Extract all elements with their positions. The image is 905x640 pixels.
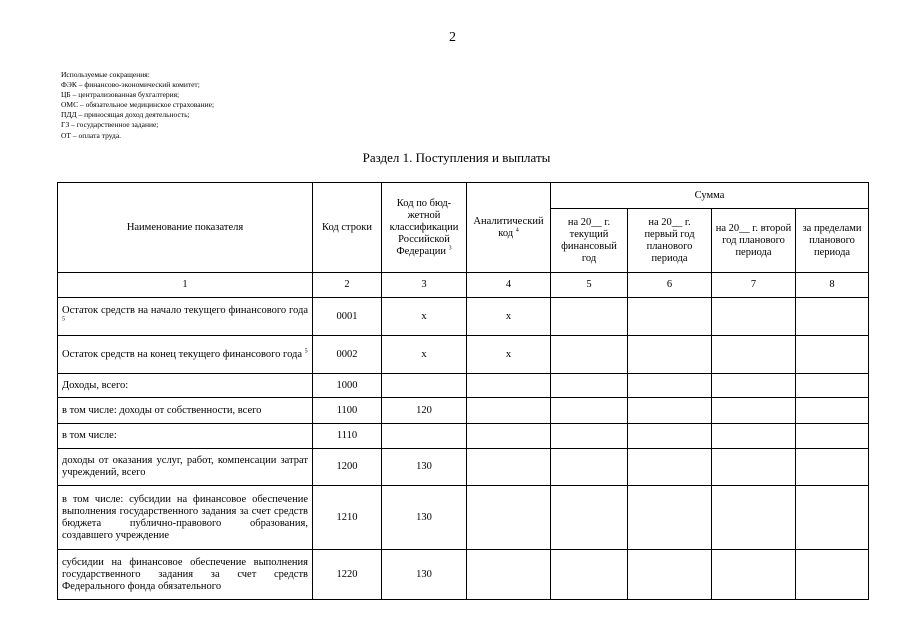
row-sum-cell [551,336,628,374]
table-row [58,336,869,374]
row-sum-cell [796,449,869,486]
abbreviations-block [61,70,214,141]
abbreviations-heading: Используемые сокращения: [61,70,150,79]
row-sum-cell [628,374,712,398]
column-number: 3 [382,273,467,298]
header-analytic-code [467,183,551,273]
row-sum-cell [712,298,796,336]
row-sum-cell [551,298,628,336]
row-sum-cell [628,486,712,550]
row-budget-code: х [382,336,467,374]
column-number: 4 [467,273,551,298]
row-sum-cell [551,398,628,424]
row-sum-cell [796,424,869,449]
table-row [58,374,869,398]
row-indicator-name: субсидии на финансовое обеспечение выполнения государственного задания за счет средств Федерального фонда обязательного [58,550,313,600]
row-analytic-code: х [467,336,551,374]
header-row-code: Код строки [313,183,382,273]
row-sum-cell [796,398,869,424]
row-budget-code: 130 [382,486,467,550]
row-analytic-code [467,398,551,424]
row-sum-cell [796,374,869,398]
row-analytic-code [467,550,551,600]
column-number: 6 [628,273,712,298]
row-sum-cell [712,424,796,449]
section-title: Раздел 1. Поступления и выплаты [362,150,551,165]
header-sum-beyond-plan: за пределами планового периода [796,209,869,273]
row-indicator-name: в том числе: субсидии на финансовое обеспечение выполнения государственного задания за счет средств бюджета публично-правового образования, создавшего учреждение [58,486,313,550]
row-code: 0001 [313,298,382,336]
receipts-payments-table [57,182,869,600]
row-sum-cell [551,374,628,398]
footnote-mark: 3 [448,245,452,251]
row-indicator-name: доходы от оказания услуг, работ, компенсации затрат учреждений, всего [58,449,313,486]
header-sum-plan-year-1: на 20__ г. первый год планового периода [628,209,712,273]
abbreviation-item: ГЗ – государственное задание; [61,120,159,130]
row-analytic-code [467,486,551,550]
footnote-mark: 4 [515,227,519,233]
row-sum-cell [712,550,796,600]
row-sum-cell [712,398,796,424]
row-sum-cell [796,550,869,600]
row-sum-cell [628,398,712,424]
row-indicator-name: в том числе: [58,424,313,449]
row-sum-cell [551,449,628,486]
row-sum-cell [796,486,869,550]
row-indicator-name [58,298,313,336]
column-number: 5 [551,273,628,298]
row-sum-cell [628,550,712,600]
row-sum-cell [551,424,628,449]
row-sum-cell [712,449,796,486]
row-budget-code [382,424,467,449]
row-indicator-name: в том числе: доходы от собственности, всего [58,398,313,424]
row-analytic-code [467,449,551,486]
column-number: 7 [712,273,796,298]
row-sum-cell [628,449,712,486]
abbreviation-item: ФЭК – финансово-экономический комитет; [61,80,200,90]
row-budget-code: х [382,298,467,336]
table-row [58,486,869,550]
abbreviation-item: ПДД – приносящая доход деятельность; [61,110,190,120]
row-name-text: Остаток средств на конец текущего финансового года [62,348,303,360]
abbreviation-item: ОТ – оплата труда. [61,130,122,140]
row-sum-cell [796,336,869,374]
page-number: 2 [449,30,456,45]
row-code: 1220 [313,550,382,600]
abbreviation-item: ЦБ – централизованная бухгалтерия; [61,90,180,100]
row-sum-cell [712,374,796,398]
row-analytic-code [467,374,551,398]
header-analytic-code-text: Аналитический код [473,215,544,239]
header-sum-plan-year-2: на 20__ г. второй год планового периода [712,209,796,273]
column-number: 8 [796,273,869,298]
row-code: 1100 [313,398,382,424]
row-indicator-name: Доходы, всего: [58,374,313,398]
row-sum-cell [712,486,796,550]
row-code: 0002 [313,336,382,374]
row-sum-cell [551,550,628,600]
header-sum: Сумма [551,183,869,209]
row-sum-cell [796,298,869,336]
row-code: 1000 [313,374,382,398]
row-code: 1210 [313,486,382,550]
row-budget-code [382,374,467,398]
header-indicator-name: Наименование показателя [58,183,313,273]
table-row [58,424,869,449]
row-sum-cell [628,298,712,336]
row-code: 1110 [313,424,382,449]
table-row [58,550,869,600]
header-budget-code [382,183,467,273]
row-name-text: Остаток средств на начало текущего финансового года [62,304,308,316]
row-code: 1200 [313,449,382,486]
row-analytic-code [467,424,551,449]
column-number: 1 [58,273,313,298]
table-row [58,449,869,486]
row-sum-cell [712,336,796,374]
abbreviation-item: ОМС – обязательное медицинское страхование; [61,100,215,110]
row-budget-code: 130 [382,550,467,600]
row-indicator-name [58,336,313,374]
footnote-mark: 5 [304,348,308,354]
row-budget-code: 120 [382,398,467,424]
header-budget-code-text: Код по бюд-жетной классификации Российской Федерации [389,197,459,257]
footnote-mark: 5 [62,316,65,322]
row-sum-cell [551,486,628,550]
column-number: 2 [313,273,382,298]
row-sum-cell [628,424,712,449]
row-sum-cell [628,336,712,374]
header-sum-current-year: на 20__ г. текущий финансовый год [551,209,628,273]
row-budget-code: 130 [382,449,467,486]
table-row [58,398,869,424]
row-analytic-code: х [467,298,551,336]
table-row [58,298,869,336]
